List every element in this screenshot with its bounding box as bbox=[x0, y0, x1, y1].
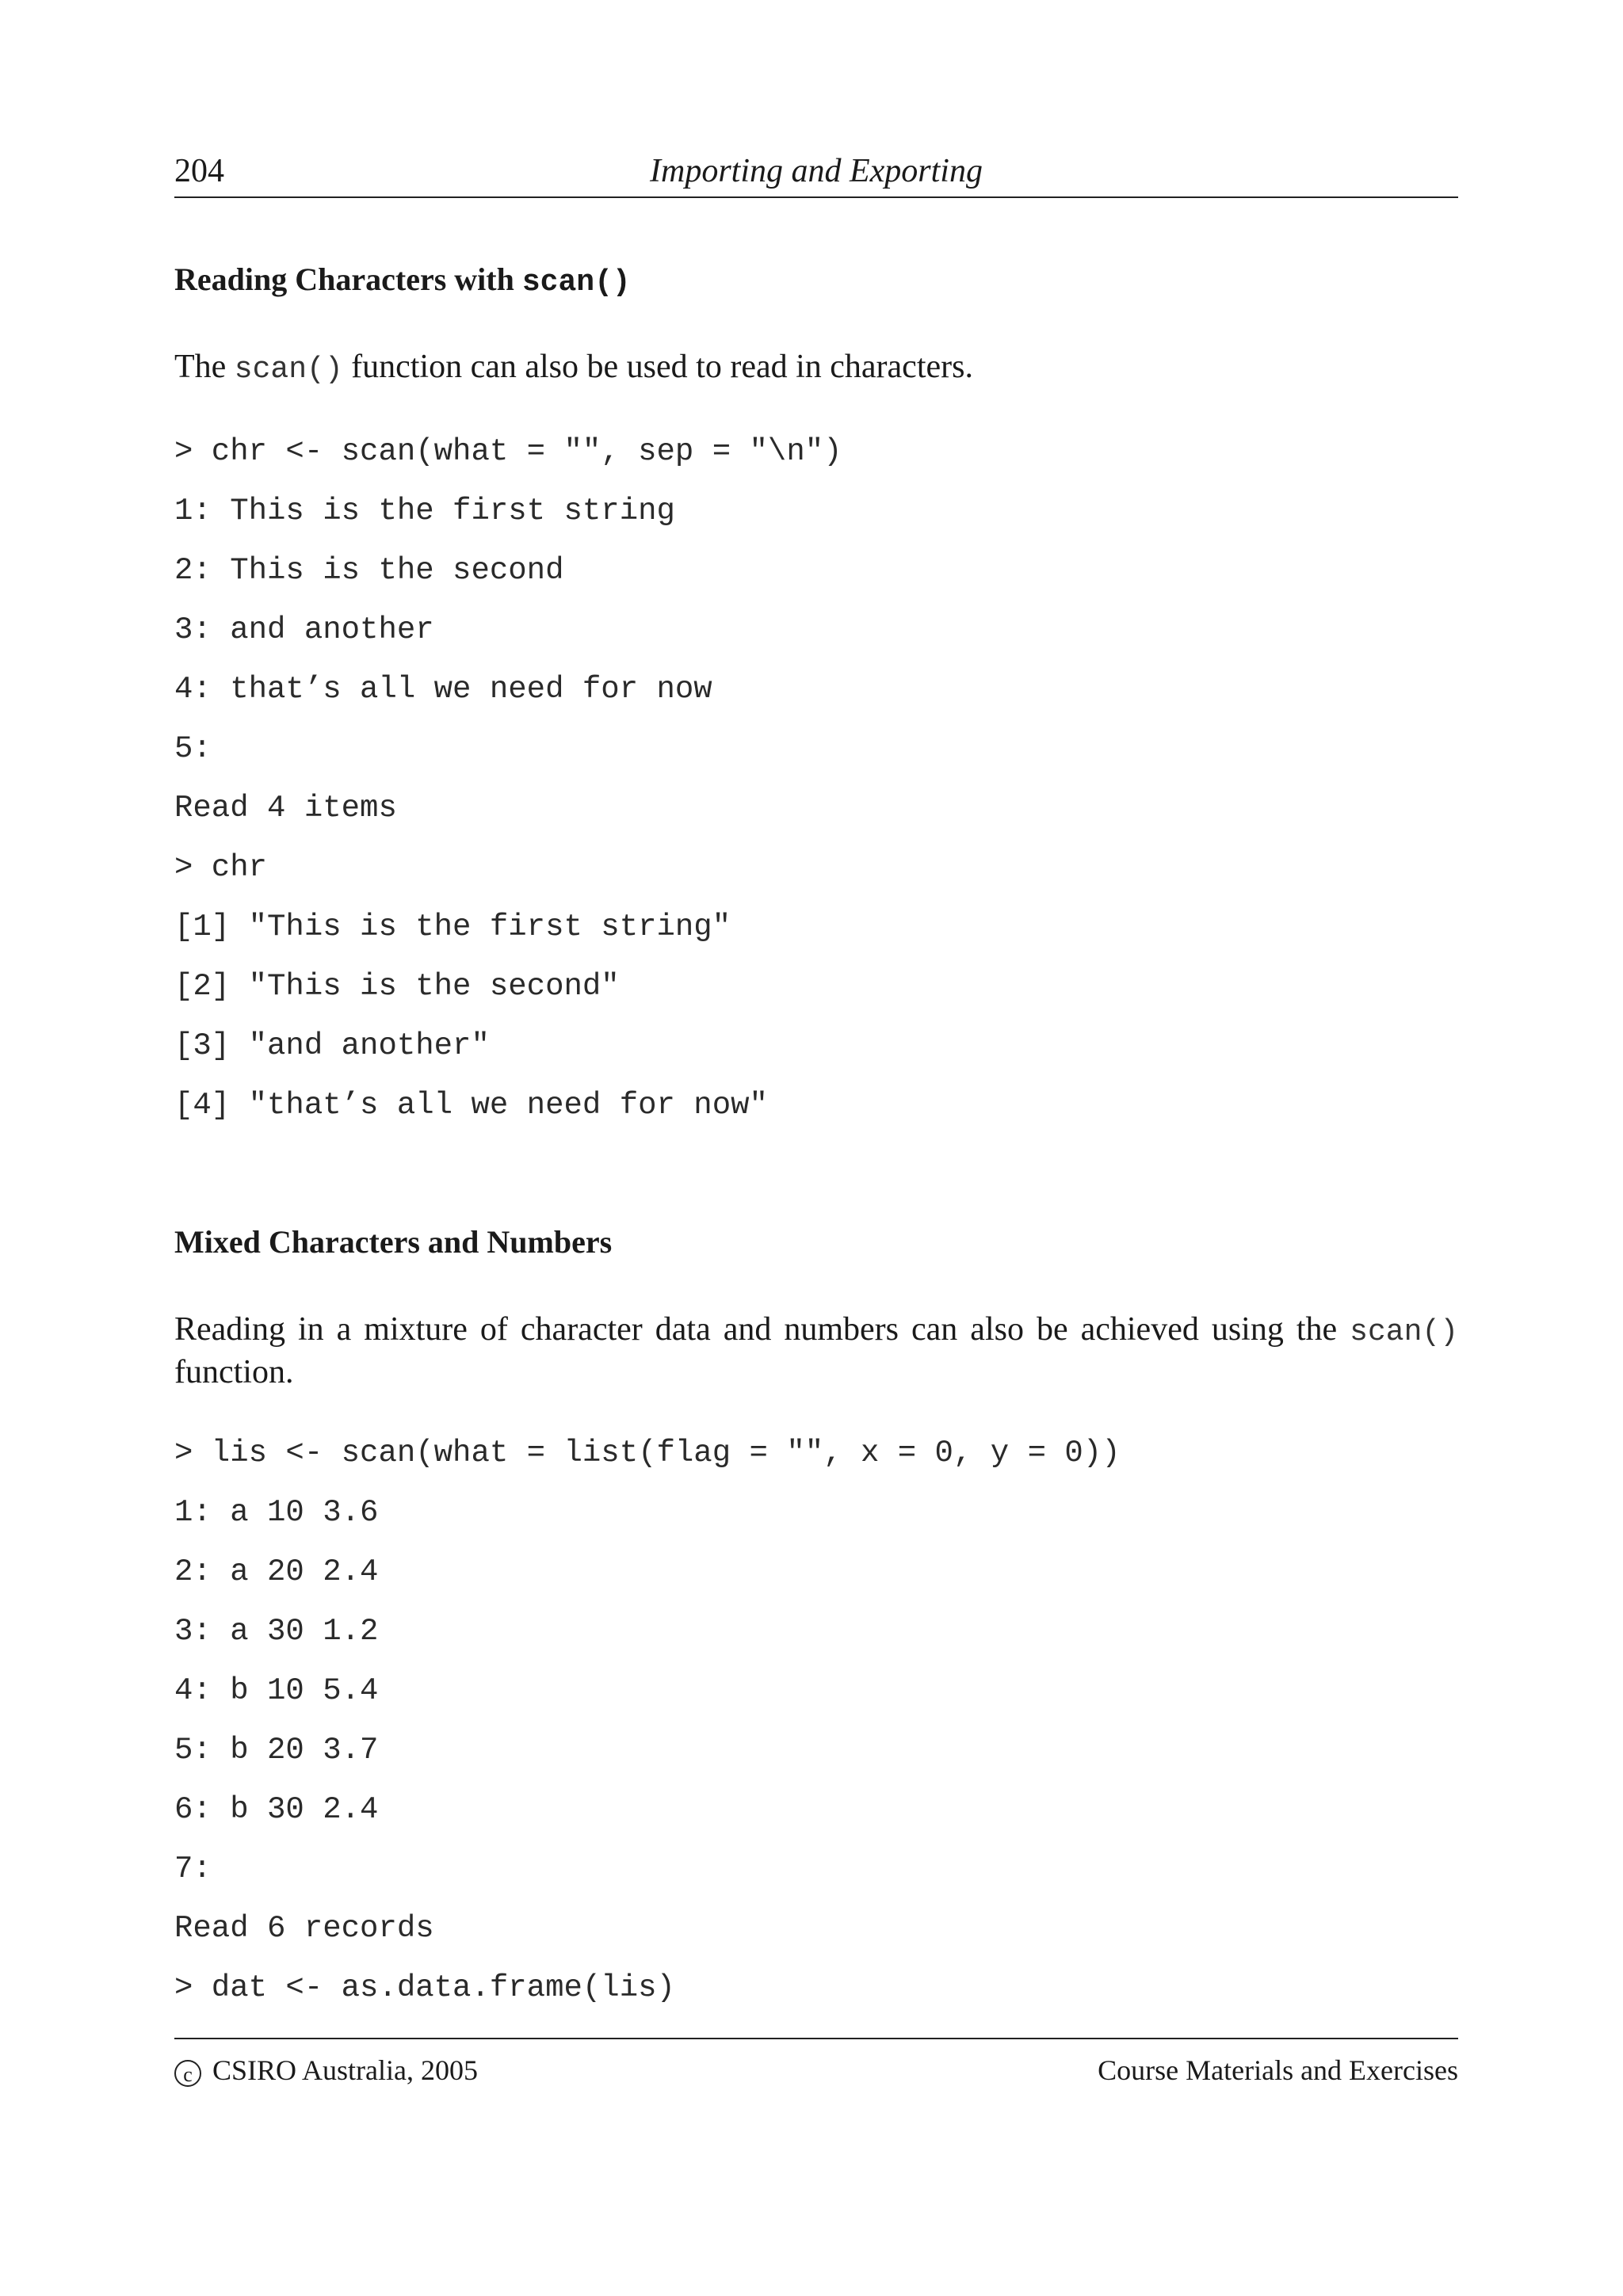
code-line: > chr <- scan(what = "", sep = "\n") bbox=[174, 434, 842, 469]
code-block-scan-characters bbox=[174, 422, 842, 1135]
para-text: Reading in a mixture of character data and numbers can also be achieved using the bbox=[174, 1311, 1350, 1348]
footer-left-text: CSIRO Australia, 2005 bbox=[212, 2054, 479, 2086]
code-line: 2: This is the second bbox=[174, 553, 564, 588]
copyright-icon: c bbox=[174, 2060, 201, 2087]
code-line: Read 6 records bbox=[174, 1911, 434, 1946]
code-line: [2] "This is the second" bbox=[174, 969, 620, 1004]
code-line: 1: a 10 3.6 bbox=[174, 1495, 379, 1530]
intro-paragraph bbox=[174, 347, 1458, 390]
inline-code: scan() bbox=[234, 353, 343, 387]
page-header bbox=[174, 151, 1458, 198]
code-line: 2: a 20 2.4 bbox=[174, 1554, 379, 1589]
code-line: 5: bbox=[174, 731, 212, 766]
code-line: > dat <- as.data.frame(lis) bbox=[174, 1970, 675, 2005]
code-line: [4] "that’s all we need for now" bbox=[174, 1088, 768, 1123]
para-text-after: function. bbox=[174, 1354, 294, 1390]
section-heading-mixed: Mixed Characters and Numbers bbox=[174, 1224, 613, 1260]
code-block-scan-mixed bbox=[174, 1424, 1121, 2018]
code-line: 1: This is the first string bbox=[174, 494, 675, 528]
code-line: 3: and another bbox=[174, 612, 434, 647]
para-text-after: function can also be used to read in characters. bbox=[342, 349, 973, 385]
code-line: [3] "and another" bbox=[174, 1028, 490, 1063]
code-line: > lis <- scan(what = list(flag = "", x = 0, y = 0)) bbox=[174, 1436, 1121, 1470]
footer-copyright bbox=[174, 2052, 478, 2088]
code-line: 7: bbox=[174, 1852, 212, 1886]
code-line: 6: b 30 2.4 bbox=[174, 1792, 379, 1827]
heading-text: Reading Characters with bbox=[174, 261, 522, 297]
section-heading-reading-characters bbox=[174, 260, 631, 303]
page-number: 204 bbox=[174, 153, 224, 189]
code-line: 5: b 20 3.7 bbox=[174, 1733, 379, 1768]
mixed-paragraph bbox=[174, 1310, 1458, 1392]
heading-code: scan() bbox=[521, 265, 631, 299]
para-text-before: The bbox=[174, 349, 235, 385]
running-title: Importing and Exporting bbox=[650, 153, 983, 189]
code-line: > chr bbox=[174, 850, 268, 885]
inline-code: scan() bbox=[1350, 1315, 1458, 1349]
code-line: 4: b 10 5.4 bbox=[174, 1673, 379, 1708]
code-line: 4: that’s all we need for now bbox=[174, 672, 712, 707]
code-line: 3: a 30 1.2 bbox=[174, 1614, 379, 1649]
footer-right-text: Course Materials and Exercises bbox=[1098, 2054, 1458, 2086]
code-line: Read 4 items bbox=[174, 791, 397, 826]
code-line: [1] "This is the first string" bbox=[174, 910, 731, 944]
page-footer bbox=[174, 2038, 1458, 2095]
